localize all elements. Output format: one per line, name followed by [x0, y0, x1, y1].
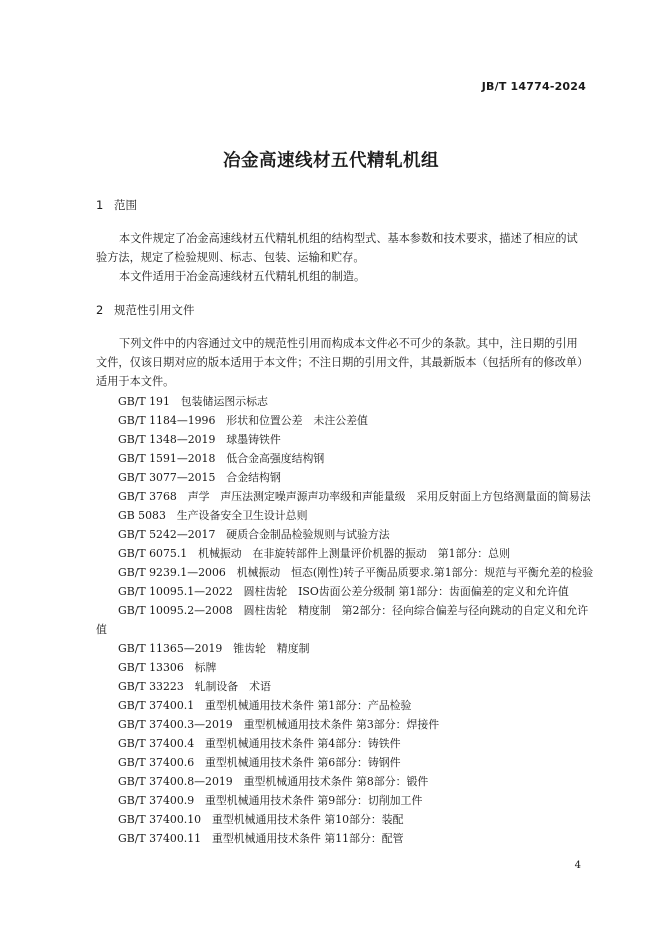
section-1-title: 范围	[114, 198, 137, 212]
section-1-para-1-line-2: 验方法，规定了检验规则、标志、包装、运输和贮存。	[96, 251, 365, 264]
reference-item: GB/T 13306 标牌	[118, 661, 217, 674]
reference-item: GB/T 1184—1996 形状和位置公差 未注公差值	[118, 414, 368, 427]
reference-item: GB 5083 生产设备安全卫生设计总则	[118, 509, 308, 522]
reference-item: GB/T 10095.2—2008 圆柱齿轮 精度制 第2部分：径向综合偏差与径向跳动的自定义和允许值	[96, 604, 589, 636]
normative-reference-list	[96, 392, 594, 848]
reference-item: GB/T 37400.11 重型机械通用技术条件 第11部分：配管	[118, 832, 404, 845]
reference-item: GB/T 37400.8—2019 重型机械通用技术条件 第8部分：锻件	[118, 775, 429, 788]
reference-item: GB/T 37400.9 重型机械通用技术条件 第9部分：切削加工件	[118, 794, 423, 807]
reference-item: GB/T 3077—2015 合金结构钢	[118, 471, 281, 484]
section-2-intro-line-3: 适用于本文件。	[96, 375, 175, 388]
reference-item: GB/T 3768 声学 声压法测定噪声源声功率级和声能量级 采用反射面上方包络测量面的简易法	[118, 490, 591, 503]
reference-item: GB/T 9239.1—2006 机械振动 恒态(刚性)转子平衡品质要求.第1部分：规范与平衡允差的检验	[118, 566, 594, 579]
reference-item: GB/T 37400.1 重型机械通用技术条件 第1部分：产品检验	[118, 699, 412, 712]
section-2-title: 规范性引用文件	[114, 303, 195, 317]
section-2-number: 2	[96, 303, 104, 317]
section-2-intro-line-1: 下列文件中的内容通过文中的规范性引用而构成本文件必不可少的条款。其中，注日期的引用	[119, 337, 578, 350]
reference-item: GB/T 6075.1 机械振动 在非旋转部件上测量评价机器的振动 第1部分：总则	[118, 547, 510, 560]
reference-item: GB/T 37400.4 重型机械通用技术条件 第4部分：铸铁件	[118, 737, 401, 750]
reference-item: GB/T 37400.10 重型机械通用技术条件 第10部分：装配	[118, 813, 404, 826]
section-1-number: 1	[96, 198, 104, 212]
reference-item: GB/T 5242—2017 硬质合金制品检验规则与试验方法	[118, 528, 390, 541]
section-1-para-1-line-1: 本文件规定了冶金高速线材五代精轧机组的结构型式、基本参数和技术要求，描述了相应的试	[119, 232, 578, 245]
reference-item: GB/T 37400.3—2019 重型机械通用技术条件 第3部分：焊接件	[118, 718, 440, 731]
document-title: 冶金高速线材五代精轧机组	[223, 151, 439, 171]
section-1-para-2: 本文件适用于冶金高速线材五代精轧机组的制造。	[119, 270, 366, 283]
section-2-heading	[96, 302, 195, 318]
reference-item: GB/T 37400.6 重型机械通用技术条件 第6部分：铸钢件	[118, 756, 401, 769]
page-number: 4	[574, 860, 581, 871]
reference-item: GB/T 1348—2019 球墨铸铁件	[118, 433, 281, 446]
reference-item: GB/T 33223 轧制设备 术语	[118, 680, 271, 693]
section-2-intro-line-2: 文件，仅该日期对应的版本适用于本文件；不注日期的引用文件，其最新版本（包括所有的修改单）	[96, 356, 589, 369]
reference-item: GB/T 11365—2019 锥齿轮 精度制	[118, 642, 310, 655]
reference-item: GB/T 10095.1—2022 圆柱齿轮 ISO齿面公差分级制 第1部分：齿面偏差的定义和允许值	[118, 585, 569, 598]
reference-item: GB/T 191 包装储运图示标志	[118, 395, 268, 408]
standard-code: JB/T 14774-2024	[481, 80, 586, 93]
section-1-heading	[96, 197, 137, 213]
reference-item: GB/T 1591—2018 低合金高强度结构钢	[118, 452, 325, 465]
